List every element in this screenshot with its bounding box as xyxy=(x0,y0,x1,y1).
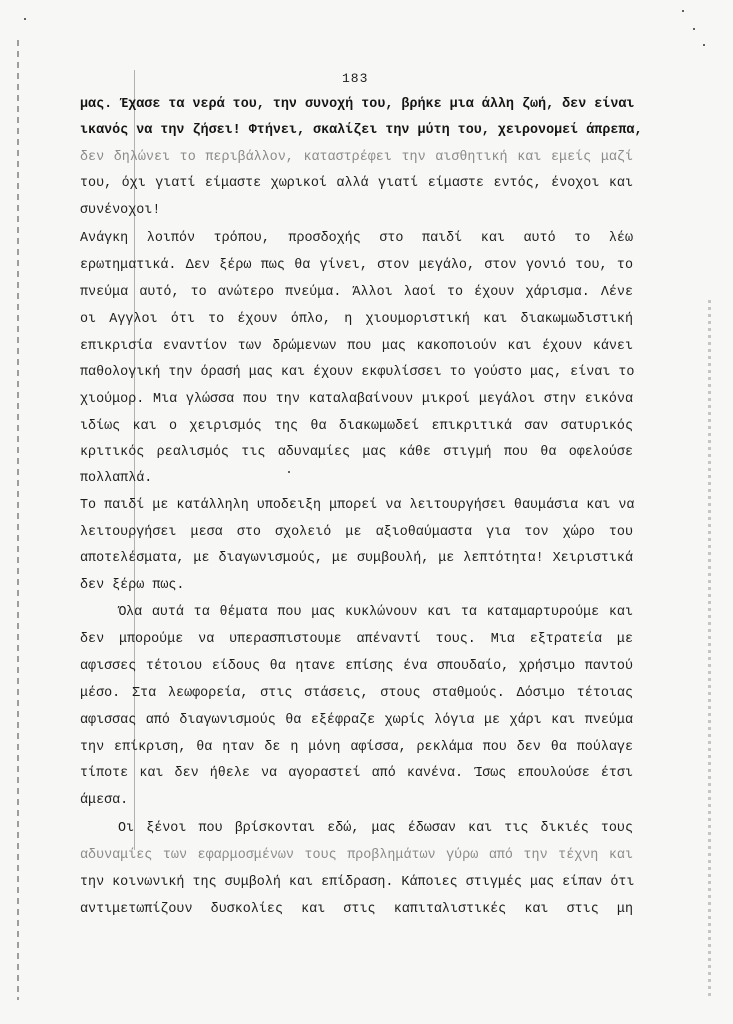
text-line: Οι ξένοι που βρίσκονται εδώ, μας έδωσαν και τις δικιές τους xyxy=(118,821,633,836)
scan-speck xyxy=(288,471,290,473)
page-number: 183 xyxy=(342,71,369,86)
text-line: ερωτηματικά. Δεν ξέρω πως θα γίνει, στον μεγάλο, στον γονιό του, το xyxy=(80,258,633,273)
text-line: Ανάγκη λοιπόν τρόπου, προσδοχής στο παιδί και αυτό το λέω xyxy=(80,231,633,246)
text-line: πολλαπλά. xyxy=(80,471,153,486)
scan-edge-left xyxy=(17,40,19,1000)
text-line: δεν μπορούμε να υπερασπιστουμε απέναντί τους. Μια εξτρατεία με xyxy=(80,632,633,647)
text-line: αντιμετωπίζουν δυσκολίες και στις καπιταλιστικές και στις μη xyxy=(80,902,633,917)
text-line: την επίκριση, θα ηταν δε η μόνη αφίσσα, ρεκλάμα που δεν θα πούλαγε xyxy=(80,740,633,755)
text-line: παθολογική την όρασή μας και έχουν εκφυλίσσει το γούστο μας, είναι το xyxy=(80,365,635,380)
text-line: οι Αγγλοι ότι το έχουν όπλο, η χιουμοριστική και διακωμωδιστική xyxy=(80,312,633,327)
text-line: χιούμορ. Μια γλώσσα που την καταλαβαίνουν μικροί μεγάλοι στην εικόνα xyxy=(80,392,633,407)
text-line: του, όχι γιατί είμαστε χωρικοί αλλά γιατί είμαστε εντός, ένοχοι και xyxy=(80,176,633,191)
text-line: Το παιδί με κατάλληλη υποδειξη μπορεί να λειτουργήσει θαυμάσια και να xyxy=(80,498,635,513)
scan-speck xyxy=(24,18,26,20)
text-line: δεν ξέρω πως. xyxy=(80,578,185,593)
text-line: άμεσα. xyxy=(80,793,129,808)
text-line: επικρισία εναντίον των δρώμενων που μας κακοποιούν και έχουν κάνει xyxy=(80,339,633,354)
text-line: ικανός να την ζήσει! Φτήνει, σκαλίζει την μύτη του, χειρονομεί άπρεπα, xyxy=(80,123,643,138)
text-line: αδυναμίες των εφαρμοσμένων τους προβλημάτων γύρω από την τέχνη και xyxy=(80,848,633,863)
text-line: κριτικός ρεαλισμός τις αδυναμίες μας κάθε στιγμή που θα οφελούσε xyxy=(80,445,633,460)
text-line: λειτουργήσει μεσα στο σχολειό με αξιοθαύμαστα για τον χώρο του xyxy=(80,525,633,540)
text-line: πνεύμα αυτό, το ανώτερο πνεύμα. Άλλοι λαοί το έχουν χάρισμα. Λένε xyxy=(80,285,633,300)
scan-speck xyxy=(682,10,684,12)
text-line: μέσο. Στα λεωφορεία, στις στάσεις, στους σταθμούς. Δόσιμο τέτοιας xyxy=(80,686,633,701)
text-line: Όλα αυτά τα θέματα που μας κυκλώνουν και τα καταμαρτυρούμε και xyxy=(118,605,633,620)
text-line: τίποτε και δεν ήθελε να αγοραστεί από κανένα. Ίσως επουλούσε έτσι xyxy=(80,766,633,781)
text-line: αποτελέσματα, με διαγωνισμούς, με συμβουλή, με λεπτότητα! Χειριστικά xyxy=(80,551,633,566)
scan-speck xyxy=(693,28,695,30)
scan-edge-right xyxy=(708,300,711,1000)
text-line: μας. Έχασε τα νερά του, την συνοχή του, βρήκε μια άλλη ζωή, δεν είναι xyxy=(80,97,635,112)
text-line: ιδίως και ο χειρισμός της θα διακωμωδεί επικριτικά σαν σατυρικός xyxy=(80,419,633,434)
scan-speck xyxy=(703,44,705,46)
text-line: δεν δηλώνει το περιβάλλον, καταστρέφει την αισθητική και εμείς μαζί xyxy=(80,150,633,165)
text-line: την κοινωνική της συμβολή και επίδραση. Κάποιες στιγμές μας είπαν ότι xyxy=(80,875,635,890)
text-line: αφισσες τέτοιου είδους θα ηταvε επίσης ένα σπουδαίο, χρήσιμο παντού xyxy=(80,659,633,674)
text-line: αφισσας από διαγωνισμούς θα εξέφραζε χωρίς λόγια με χάρι και πνεύμα xyxy=(80,713,633,728)
text-line: συνένοχοι! xyxy=(80,203,161,218)
